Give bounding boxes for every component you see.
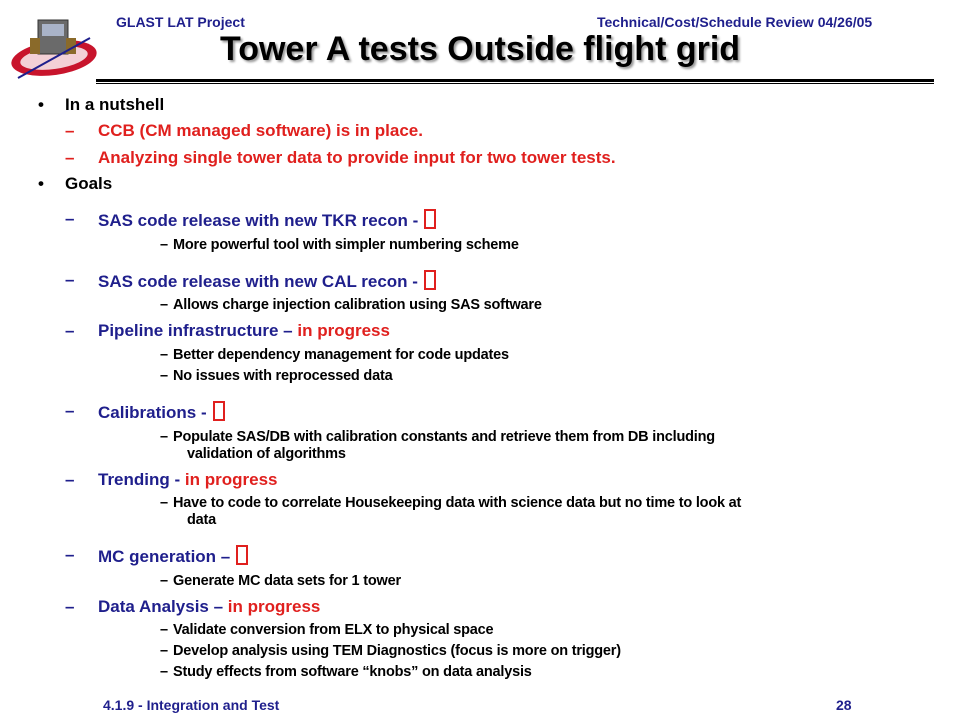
goal-detail-cont: validation of algorithms bbox=[187, 446, 346, 462]
bullet-dot: • bbox=[38, 174, 44, 193]
goal-item: – SAS code release with new CAL recon - bbox=[98, 270, 436, 292]
status-label: in progress bbox=[227, 597, 321, 616]
title-rule-thin bbox=[96, 83, 934, 84]
goal-detail: – Better dependency management for code updates bbox=[160, 347, 509, 363]
checkbox-icon bbox=[424, 209, 436, 229]
goal-item: – Data Analysis – in progress bbox=[65, 597, 321, 616]
goal-item: – Trending - in progress bbox=[65, 470, 278, 489]
section-heading: In a nutshell bbox=[65, 95, 165, 114]
bullet-dot: • bbox=[38, 95, 44, 114]
status-label: in progress bbox=[297, 321, 390, 340]
checkbox-icon bbox=[213, 401, 225, 421]
slide-title: Tower A tests Outside flight grid bbox=[219, 30, 741, 68]
goal-detail: – Develop analysis using TEM Diagnostics (focus is more on trigger) bbox=[160, 643, 621, 659]
section-heading: Goals bbox=[65, 174, 113, 193]
goal-detail-cont: data bbox=[187, 512, 217, 528]
title-rule bbox=[96, 79, 934, 82]
goal-item: – Calibrations - bbox=[98, 401, 225, 423]
goal-detail: – Have to code to correlate Housekeeping data with science data but no time to look at bbox=[160, 495, 742, 511]
goal-detail: – Allows charge injection calibration using SAS software bbox=[160, 297, 542, 313]
goal-detail: – Populate SAS/DB with calibration constants and retrieve them from DB including bbox=[160, 429, 715, 445]
project-name: GLAST LAT Project bbox=[116, 14, 245, 30]
goal-detail: – Validate conversion from ELX to physical space bbox=[160, 622, 494, 638]
goal-detail: – More powerful tool with simpler numbering scheme bbox=[160, 237, 519, 253]
goal-detail: – Generate MC data sets for 1 tower bbox=[160, 573, 401, 589]
goal-item: – MC generation – bbox=[98, 545, 248, 567]
nutshell-item: – Analyzing single tower data to provide input for two tower tests. bbox=[65, 148, 616, 167]
review-name: Technical/Cost/Schedule Review 04/26/05 bbox=[597, 14, 873, 30]
goal-item: – SAS code release with new TKR recon - bbox=[98, 209, 436, 231]
goal-item: – Pipeline infrastructure – in progress bbox=[65, 321, 390, 340]
checkbox-icon bbox=[424, 270, 436, 290]
status-label: in progress bbox=[184, 470, 278, 489]
nutshell-item: – CCB (CM managed software) is in place. bbox=[65, 121, 423, 140]
goal-detail: – No issues with reprocessed data bbox=[160, 368, 393, 384]
checkbox-icon bbox=[236, 545, 248, 565]
footer-section: 4.1.9 - Integration and Test bbox=[103, 697, 280, 713]
goal-detail: – Study effects from software “knobs” on data analysis bbox=[160, 664, 532, 680]
page-number: 28 bbox=[836, 697, 852, 713]
